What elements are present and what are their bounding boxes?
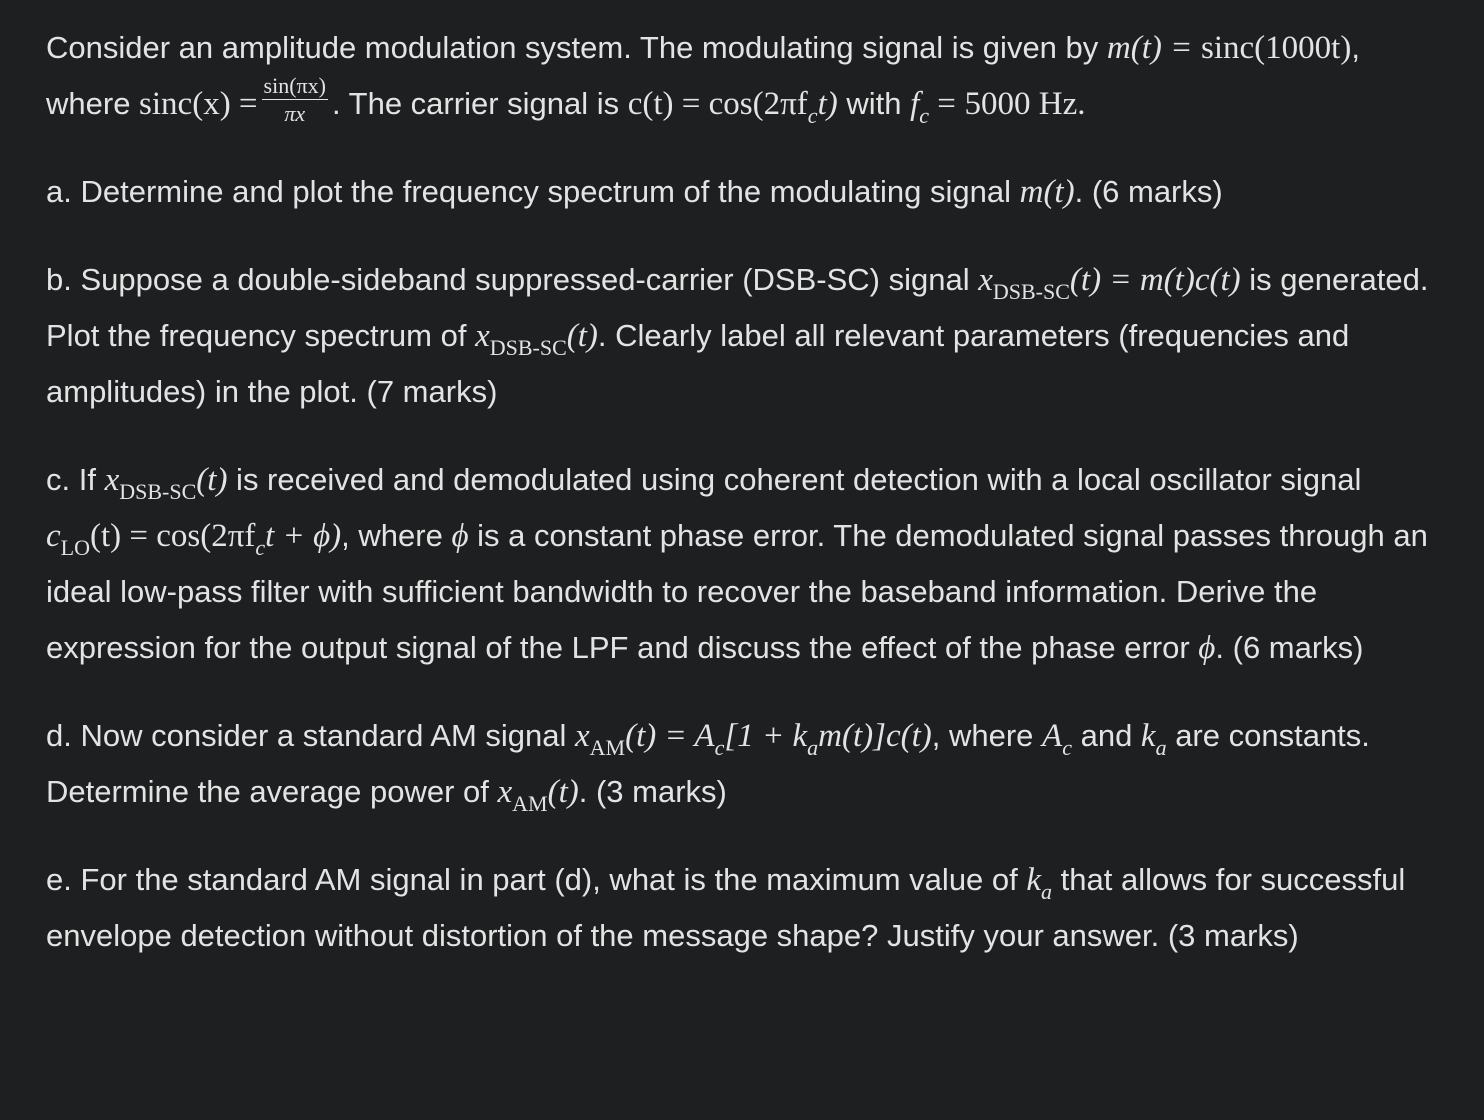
part-d-math-x2: x (497, 774, 513, 810)
am-subscript-2: AM (512, 791, 548, 816)
part-d-math-x: x (575, 718, 590, 754)
intro-math-fc: f (910, 86, 920, 122)
intro-math-sincx: sinc(x) = (139, 86, 258, 122)
part-a-text-1: a. Determine and plot the frequency spectrum of the modulating signal (46, 174, 1020, 209)
fraction-numerator: sin(πx) (263, 72, 326, 98)
part-d-ac-subscript: c (1062, 735, 1072, 760)
part-c-math-c: c (46, 518, 61, 554)
part-b-paragraph (46, 252, 1444, 420)
dsb-sc-subscript-2: DSB-SC (489, 335, 567, 360)
sinc-fraction (262, 72, 328, 126)
fc-subscript: c (919, 103, 930, 128)
ka-subscript: a (807, 735, 819, 760)
part-c-text-2: is received and demodulated using coherent detection with a local oscillator signal (227, 462, 1362, 497)
part-d-math-end: m(t)]c(t) (818, 718, 932, 754)
part-c-math-x-end: (t) (196, 462, 228, 498)
fraction-denominator: πx (284, 100, 306, 126)
dsb-sc-subscript: DSB-SC (992, 279, 1070, 304)
part-b-text-2: is generated. Plot the frequency spectrum of (46, 262, 1429, 353)
part-b-text-3: . Clearly label all relevant parameters (frequencies and amplitudes) in the plot. (7 marks) (46, 318, 1350, 409)
part-e-paragraph (46, 852, 1444, 964)
part-a-text-2: . (6 marks) (1074, 174, 1223, 209)
part-d-text-3: and (1071, 718, 1141, 753)
intro-text-2: , where (46, 30, 1360, 121)
part-c-math-phase: t + ϕ) (265, 518, 342, 554)
part-c-text-3: , where (341, 518, 452, 553)
part-b-text-1: b. Suppose a double-sideband suppressed-carrier (DSB-SC) signal (46, 262, 979, 297)
part-a-paragraph (46, 164, 1444, 220)
part-e-text-1: e. For the standard AM signal in part (d), what is the maximum value of (46, 862, 1027, 897)
part-c-fc-subscript: c (255, 535, 266, 560)
part-b-math-x2: x (475, 318, 490, 354)
intro-math-sinc: sinc(1000t) (1201, 30, 1352, 66)
ac-subscript: c (714, 735, 725, 760)
part-c-math-phi-2: ϕ (1198, 630, 1216, 666)
part-d-math-ka: k (1140, 718, 1156, 754)
part-e-ka-subscript: a (1041, 879, 1053, 904)
part-d-math-x2-end: (t) (547, 774, 579, 810)
lo-subscript: LO (60, 535, 90, 560)
part-c-math-x: x (104, 462, 120, 498)
intro-math-fc-value: 5000 Hz. (964, 86, 1086, 122)
part-d-text-1: d. Now consider a standard AM signal (46, 718, 575, 753)
part-c-dsb-sc-subscript: DSB-SC (119, 479, 197, 504)
intro-text-3: . The carrier signal is (331, 86, 628, 121)
part-c-math-cos: (t) = cos(2πf (89, 518, 256, 554)
part-c-text-1: c. If (46, 462, 105, 497)
part-d-ka-subscript: a (1155, 735, 1167, 760)
part-d-math-mid: [1 + k (724, 718, 808, 754)
part-d-text-4: are constants. Determine the average power of (46, 718, 1370, 809)
part-d-text-2: , where (931, 718, 1043, 753)
am-subscript: AM (589, 735, 626, 760)
part-b-math-end: (t) (566, 318, 598, 354)
intro-math-carrier: c(t) = cos(2πf (627, 86, 808, 122)
intro-math-fc-eq: = (929, 86, 956, 122)
part-c-text-4: is a constant phase error. The demodulated signal passes through an ideal low-pass filter with sufficient bandwidth to recover the baseband information. Derive the expression for the output signal of the LPF and discuss the effect of the phase error (46, 518, 1428, 665)
part-b-math-x: x (978, 262, 993, 298)
part-d-math-ac: A (1042, 718, 1063, 754)
part-e-math-ka: k (1026, 862, 1042, 898)
part-c-math-phi: ϕ (451, 518, 469, 554)
carrier-subscript: c (807, 103, 818, 128)
part-c-text-5: . (6 marks) (1215, 630, 1364, 665)
intro-math-carrier-end: t) (817, 86, 838, 122)
intro-text-1: Consider an amplitude modulation system. The modulating signal is given by (46, 30, 1107, 65)
part-d-paragraph (46, 708, 1444, 820)
intro-paragraph (46, 20, 1444, 132)
part-e-text-2: that allows for successful envelope detection without distortion of the message shape? Justify your answer. (3 marks) (46, 862, 1406, 953)
part-a-math: m(t) (1019, 174, 1075, 210)
part-c-paragraph (46, 452, 1444, 676)
part-d-math-eq: (t) = A (625, 718, 715, 754)
part-d-text-5: . (3 marks) (578, 774, 727, 809)
part-b-math-eq: (t) = m(t)c(t) (1069, 262, 1241, 298)
intro-math-m: m(t) = (1106, 30, 1193, 66)
intro-text-4: with (837, 86, 911, 121)
